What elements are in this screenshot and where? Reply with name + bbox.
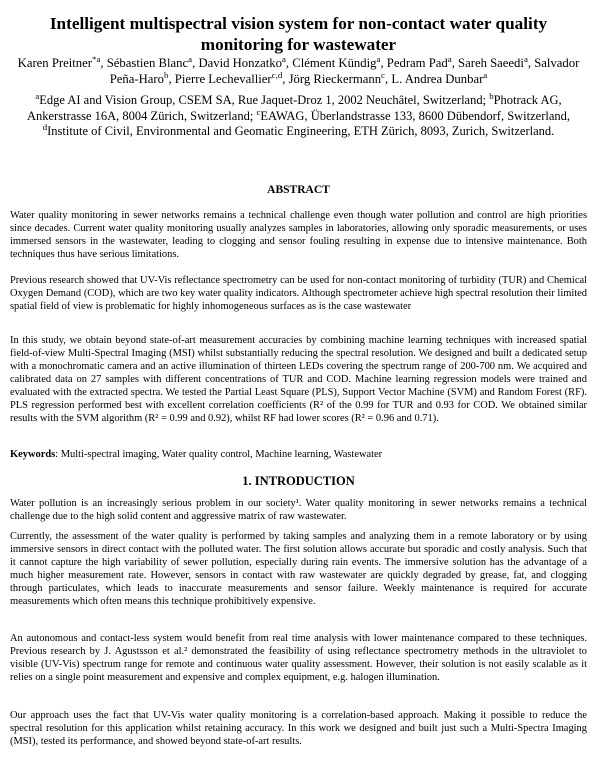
affil-sup: d (42, 122, 48, 133)
author-sup: c,d (271, 69, 283, 80)
author: L. Andrea Dunbar (391, 71, 484, 86)
intro-paragraph: An autonomous and contact-less system would benefit from real time analysis with lower maintenance compared to these techniques. Previous research by J. Agustsson et al.² demonstrated the feasibility of using reflectance spectrometry methods in the ultraviolet to visible (UV-Vis) spectrum range for remote and continuous water quality assessment. However, their solution is not easily scalable as it relies on a single point measurement and expensive and complex equipment, e.g. halogen illumination. (10, 633, 587, 683)
author-sup: a (447, 53, 452, 64)
author-sup: *a (92, 53, 101, 64)
author-sup: a (483, 69, 488, 80)
abstract-heading: ABSTRACT (267, 184, 330, 196)
affiliation: EAWAG, Überlandstrasse 133, 8600 Dübendorf, Switzerland, (260, 108, 571, 123)
section-heading-introduction: 1. INTRODUCTION (242, 474, 355, 488)
author: Sareh Saeedi (458, 56, 524, 70)
abstract-paragraph: In this study, we obtain beyond state-of-art measurement accuracies by combining machine learning techniques with increased spatial field-of-view Multi-Spectral Imaging (MSI) whilst substantially reducing the spectral resolution. We designed and built a dedicated setup with a monochromatic camera and an active illumination of thirteen LEDs covering the spectrum range of 200-700 nm. We acquired and calibrated data on 27 samples with different concentrations of TUR and COD. Machine learning regression models were trained and evaluated with the extracted spectra. We tested the Partial Least Square (PLS), Support Vector Machine (SVM) and Random Forest (RF). PLS regression performed best with excellent correlation coefficients (R² of the 0.99 for TUR and 0.93 for COD. We obtained similar results with the SVM algorithm (R² = 0.99 and 0.92), whilst RF had lower scores (R² = 0.96 and 0.71). (10, 335, 587, 424)
author: Sébastien Blanc (106, 56, 189, 70)
affiliation: Photrack AG, Ankerstrasse 16A, 8004 Zürich, Switzerland; (26, 93, 562, 123)
keywords-label: Keywords (10, 449, 56, 460)
paper-title (14, 14, 583, 55)
title-line-1: Intelligent multispectral vision system for non-contact water quality (49, 14, 548, 33)
abstract-paragraph: Previous research showed that UV-Vis reflectance spectrometry can be used for non-contact monitoring of turbidity (TUR) and Chemical Oxygen Demand (COD), which are two key water quality indicators. Although spectrometer achieve high spectral resolution their limited spatial field of view is problematic for highly inhomogeneous surfaces as is the case wastewater (10, 275, 587, 312)
affil-sup: c (256, 106, 261, 117)
author-sup: a (188, 53, 193, 64)
author: Pierre Lechevallier (174, 71, 272, 86)
intro-paragraph: Our approach uses the fact that UV-Vis water quality monitoring is a correlation-based approach. Making it possible to reduce the spectral resolution for this application whilst retaining accuracy. In this work we designed and built just such a Multi-Spectra Imaging (MSI), tested its performance, and showed beyond state-of-art results. (10, 710, 587, 747)
author-sup: a (281, 53, 286, 64)
author: Clément Kündig (292, 56, 377, 70)
affil-sup: a (35, 90, 40, 101)
author: David Honzatko (198, 56, 282, 70)
affiliation: Edge AI and Vision Group, CSEM SA, Rue Jaquet-Droz 1, 2002 Neuchâtel, Switzerland; (39, 93, 487, 107)
intro-paragraph: Water pollution is an increasingly serious problem in our society¹. Water quality monitoring in sewer networks remains a technical challenge due to the high solid content and aggressive matrix of raw wastewater. (10, 498, 587, 522)
author-sup: c (381, 69, 385, 80)
author: Salvador Peña-Haro (109, 56, 580, 86)
author-list: Karen Preitner$^{*a}$, Sébastien Blanc$^a$, David Honzatko$^a$, Clément Kündig$^a$, Pedram Pad$^a$, Sareh Saeedi$^a$, Salvador Peña-Haro$^b$, Pierre Lechevallier$^{c,d}$, Jörg Rieckermann$^c$, L. Andrea Dunbar$^a$ (17, 53, 580, 86)
author-sup: b (164, 69, 169, 80)
keywords-text: : Multi-spectral imaging, Water quality control, Machine learning, Wastewater (55, 449, 383, 460)
keywords (10, 448, 587, 461)
author: Pedram Pad (386, 56, 448, 70)
title-line-2: monitoring for wastewater (200, 34, 397, 54)
author: Karen Preitner (17, 56, 92, 70)
author: Jörg Rieckermann (288, 71, 382, 86)
intro-paragraph: Currently, the assessment of the water quality is performed by taking samples and analyzing them in a remote laboratory or by using immersive sensors in direct contact with the polluted water. The first solution allows accurate but sporadic and costly analysis. Such that it cannot capture the high variability of sewer pollution, especially during rain events. The immersive solution has the advantage of a much higher measurement rate. However, sensors in contact with raw wastewater are quickly degraded by grease, fat, and clogging through particulates, which leads to inaccurate measurements and sensor failure. Weekly maintenance is required for accurate measurements which often means this technique prohibitively expensive. (10, 531, 587, 607)
affil-sup: b (489, 90, 494, 101)
abstract-paragraph: Water quality monitoring in sewer networks remains a technical challenge even though water pollution and control are high priorities since decades. Current water quality monitoring usually analyzes samples in laboratories, allowing only sporadic measurements, or uses immersed sensors in the wastewater, leading to clogging and sensor fouling resulting in expense due to intensive maintenance. Both techniques thus have serious limitations. (10, 210, 587, 260)
affiliation: Institute of Civil, Environmental and Geomatic Engineering, ETH Zürich, 8093, Zurich, Switzerland. (47, 124, 555, 139)
author-sup: a (376, 53, 381, 64)
author-sup: a (523, 53, 528, 64)
affiliation-list (6, 90, 591, 140)
